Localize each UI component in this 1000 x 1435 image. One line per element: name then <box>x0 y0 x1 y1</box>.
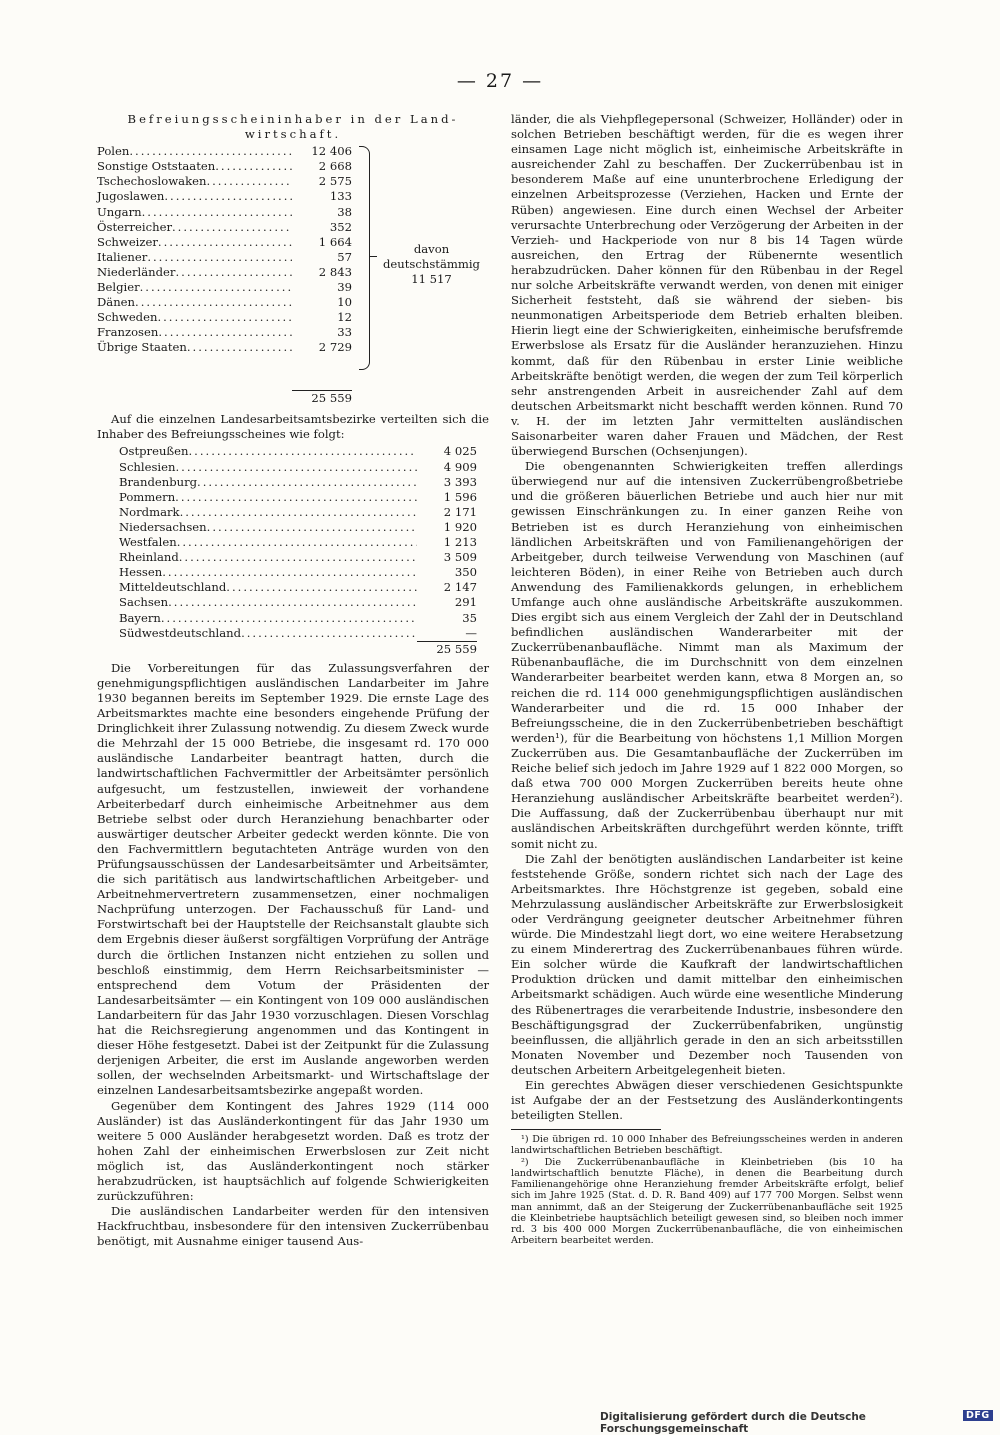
row-label: Niederländer <box>97 264 176 279</box>
row-value: 3 393 <box>443 474 477 489</box>
footnote: ¹) Die übrigen rd. 10 000 Inhaber des Befreiungsscheines werden in anderen landwirtschaftlichen Betrieben beschäftigt. <box>511 1134 903 1157</box>
footnote-divider <box>511 1129 661 1130</box>
table2-intro: Auf die einzelnen Landesarbeitsamtsbezirke verteilten sich die Inhaber des Befreiungsscheines wie folgt: <box>97 412 489 442</box>
table-row <box>97 325 352 340</box>
leader-dots <box>215 159 292 174</box>
table-row <box>97 189 352 204</box>
row-label: Bayern <box>119 610 161 625</box>
row-label: Schweden <box>97 310 158 325</box>
paragraph: Die ausländischen Landarbeiter werden für den intensiven Hackfruchtbau, insbesondere für den intensiven Zuckerrübenbau benötigt, mit Ausnahme einiger tausend Aus- <box>97 1204 489 1249</box>
table-row <box>119 565 477 580</box>
row-value: 1 920 <box>443 519 477 534</box>
row-value: 2 147 <box>443 580 477 595</box>
brace-note <box>379 242 484 287</box>
row-label: Schweizer <box>97 234 158 249</box>
table-row <box>119 505 477 520</box>
row-label: Österreicher <box>97 219 172 234</box>
row-label: Dänen <box>97 295 136 310</box>
table-row <box>97 265 352 280</box>
table1-title: Befreiungsscheininhaber in der Land-wirtschaft. <box>127 112 459 142</box>
brace-note-line2: deutschstämmig <box>383 257 480 272</box>
row-label: Südwestdeutschland <box>119 625 242 640</box>
row-label: Polen <box>97 144 130 159</box>
row-value: 133 <box>329 189 352 204</box>
footnotes <box>511 1134 903 1246</box>
row-value: 291 <box>454 595 477 610</box>
row-value: 38 <box>337 204 352 219</box>
row-value: 1 664 <box>318 234 352 249</box>
leader-dots <box>197 475 417 490</box>
row-label: Ungarn <box>97 204 142 219</box>
leader-dots <box>188 444 417 459</box>
table2-total-row <box>97 641 477 657</box>
leader-dots <box>207 520 417 535</box>
row-label: Pommern <box>119 489 176 504</box>
table-row <box>119 611 477 626</box>
leader-dots <box>129 144 292 159</box>
paragraph: Die obengenannten Schwierigkeiten treffen allerdings überwiegend nur auf die intensiven Zuckerrübengroßbetriebe und die größeren bäuerlichen Betriebe und auch hier nur mit gewissen Einschränkungen zu. In einer ganzen Reihe von Betrieben ist es durch Heranziehung von einheimischen ländlichen Arbeitskräften und von Familienangehörigen der Arbeitgeber, durch teilweise Verwendung von Maschinen (auf leichteren Böden), in einer Reihe von Betrieben auch durch Anwendung des Familienakkords gelungen, in erheblichem Umfange auch ohne ausländische Arbeitskräfte auszukommen. Dies ergibt sich aus einem Vergleich der Zahl der in Deutschland befindlichen ausländischen Wanderarbeiter mit der Zuckerrübenanbaufläche. Nimmt man als Maximum der Rübenanbaufläche, die im Durchschnitt von dem einzelnen Wanderarbeiter bearbeitet werden kann, etwa 8 Morgen an, so reichen die rd. 114 000 genehmigungspflichtigen ausländischen Wanderarbeiter und die rd. 15 000 Inhaber der Befreiungsscheine, die in den Zuckerrübenbetrieben beschäftigt werden¹), für die Bearbeitung von höchstens 1,1 Million Morgen Zuckerrüben aus. Die Gesamtanbaufläche der Zuckerrüben im Reiche belief sich jedoch im Jahre 1929 auf 1 822 000 Morgen, so daß etwa 700 000 Morgen Zuckerrüben bereits heute ohne Heranziehung ausländischer Arbeitskräfte bearbeitet werden²). Die Auffassung, daß der Zuckerrübenbau überhaupt nur mit ausländischen Arbeitskräften durchgeführt werden könnte, trifft somit nicht zu. <box>511 459 903 851</box>
row-label: Rheinland <box>119 550 179 565</box>
row-label: Hessen <box>119 565 163 580</box>
footnote: ²) Die Zuckerrübenanbaufläche in Kleinbetrieben (bis 10 ha landwirtschaftlich benutzte Fläche), in denen die Bearbeitung durch Familienangehörige ohne Heranziehung fremder Arbeitskräfte erfolgt, belief sich im Jahre 1925 (Stat. d. D. R. Band 409) auf 177 700 Morgen. Selbst wenn man annimmt, daß an der Steigerung der Zuckerrübenanbaufläche seit 1925 die Kleinbetriebe hauptsächlich beteiligt gewesen sind, so bleiben noch immer rd. 3 bis 400 000 Morgen Zuckerrübenanbaufläche, die von einheimischen Arbeitern bearbeitet werden. <box>511 1156 903 1247</box>
row-label: Ostpreußen <box>119 444 189 459</box>
digitization-credit: Digitalisierung gefördert durch die Deutsche Forschungsgemeinschaft <box>600 1411 866 1435</box>
table-row <box>119 535 477 550</box>
leader-dots <box>158 235 292 250</box>
table-row <box>119 550 477 565</box>
row-value: 2 729 <box>318 340 352 355</box>
row-value: 10 <box>337 295 352 310</box>
row-label: Jugoslawen <box>97 189 165 204</box>
table-row <box>119 490 477 505</box>
paragraph: Die Zahl der benötigten ausländischen Landarbeiter ist keine feststehende Größe, sondern richtet sich nach der Lage des Arbeitsmarktes. Ihre Höchstgrenze ist gegeben, sobald eine Mehrzulassung ausländischer Arbeitskräfte zur Erwerbslosigkeit oder Verdrängung geeigneter deutscher Arbeitnehmer führen würde. Die Mindestzahl liegt dort, wo eine weitere Herabsetzung zu einem Minderertrag des Zuckerrübenanbaues führen würde. Ein solcher würde die Kaufkraft der landwirtschaftlichen Produktion drücken und damit mittelbar den einheimischen Arbeitsmarkt schädigen. Auch würde eine wesentliche Minderung des Rübenertrages die verarbeitende Industrie, insbesondere den Beschäftigungsgrad der Zuckerrübenfabriken, ungünstig beeinflussen, die alljährlich gerade in den an sich arbeitsstillen Monaten November und Dezember noch Tausenden von deutschen Arbeitern Arbeitgelegenheit bieten. <box>511 851 903 1077</box>
brace-note-value: 11 517 <box>411 272 452 287</box>
leader-dots <box>226 580 417 595</box>
row-value: 352 <box>329 219 352 234</box>
row-label: Tschechoslowaken <box>97 174 207 189</box>
row-label: Westfalen <box>119 535 177 550</box>
table-row <box>97 220 352 235</box>
leader-dots <box>175 265 292 280</box>
paragraph: Ein gerechtes Abwägen dieser verschiedenen Gesichtspunkte ist Aufgabe der an der Festsetzung des Ausländerkontingents beteiligten Stellen. <box>511 1078 903 1123</box>
row-label: Sonstige Oststaaten <box>97 159 216 174</box>
row-value: 33 <box>337 325 352 340</box>
leader-dots <box>180 505 417 520</box>
row-label: Italiener <box>97 249 148 264</box>
table2-total: 25 559 <box>417 641 477 657</box>
row-label: Brandenburg <box>119 474 198 489</box>
leader-dots <box>147 250 292 265</box>
row-value: 2 843 <box>318 264 352 279</box>
leader-dots <box>157 310 292 325</box>
leader-dots <box>168 595 417 610</box>
right-column <box>511 112 903 1246</box>
table-row <box>97 235 352 250</box>
page-number: — 27 — <box>456 70 544 92</box>
leader-dots <box>179 550 417 565</box>
paragraph: länder, die als Viehpflegepersonal (Schweizer, Holländer) oder in solchen Betrieben beschäftigt werden, für die es wegen ihrer einsamen Lage nicht möglich ist, einheimische Arbeitskräfte in ausreichender Zahl zu beschaffen. Der Zuckerrübenbau ist in besonderem Maße auf eine ununterbrochene Erledigung der einzelnen Arbeitsprozesse (Verziehen, Hacken und Ernte der Rüben) angewiesen. Eine durch einen Wechsel der Arbeiter verursachte Unterbrechung oder Verzögerung der Arbeiten in der Verzieh- und Hackperiode von nur 8 bis 14 Tagen würde ausreichen, den Ertrag der Rübenernte wesentlich herabzudrücken. Daher können für den Rübenbau in der Regel nur solche Arbeitskräfte verwandt werden, von denen mit einiger Sicherheit feststeht, daß sie während der sieben- bis neunmonatigen Arbeitsperiode dem Betrieb erhalten bleiben. Hierin liegt eine der Schwierigkeiten, einheimische berufsfremde Erwerbslose als Ersatz für die Ausländer heranzuziehen. Hinzu kommt, daß für den Rübenbau in erster Linie weibliche Arbeitskräfte benötigt werden, die wegen der zum Teil körperlich sehr anstrengenden Arbeit in ausreichender Zahl auf dem deutschen Arbeitsmarkt nicht beschafft werden können. Rund 70 v. H. der im letzten Jahr vermittelten ausländischen Saisonarbeiter waren daher Frauen und Mädchen, der Rest überwiegend Burschen (Ochsenjungen). <box>511 112 903 459</box>
brace-tip <box>369 256 377 257</box>
table-row <box>97 159 352 174</box>
table-row <box>97 174 352 189</box>
row-value: 2 171 <box>443 504 477 519</box>
left-column <box>97 112 489 1249</box>
leader-dots <box>140 280 292 295</box>
brace-shape <box>359 146 370 370</box>
leader-dots <box>158 325 292 340</box>
row-value: 2 668 <box>318 159 352 174</box>
row-label: Niedersachsen <box>119 519 207 534</box>
row-value: 35 <box>462 610 477 625</box>
leader-dots <box>175 460 417 475</box>
table-row <box>97 310 352 325</box>
table-row <box>119 626 477 641</box>
row-label: Nordmark <box>119 504 180 519</box>
row-label: Mitteldeutschland <box>119 580 227 595</box>
table-row <box>97 144 352 159</box>
row-label: Schlesien <box>119 459 176 474</box>
table-row <box>97 205 352 220</box>
table-row <box>119 595 477 610</box>
row-value: — <box>465 625 477 640</box>
row-value: 12 <box>337 310 352 325</box>
row-value: 1 596 <box>443 489 477 504</box>
leader-dots <box>177 535 417 550</box>
leader-dots <box>206 174 292 189</box>
leader-dots <box>187 340 292 355</box>
leader-dots <box>162 565 417 580</box>
table-row <box>97 250 352 265</box>
row-value: 39 <box>337 280 352 295</box>
table1-total-row <box>97 390 352 406</box>
leader-dots <box>135 295 292 310</box>
table1-total: 25 559 <box>292 390 352 406</box>
table-row <box>119 520 477 535</box>
row-value: 1 213 <box>443 535 477 550</box>
leader-dots <box>175 490 417 505</box>
table-row <box>119 460 477 475</box>
row-label: Übrige Staaten <box>97 340 187 355</box>
row-value: 350 <box>454 565 477 580</box>
row-value: 2 575 <box>318 174 352 189</box>
row-value: 57 <box>337 249 352 264</box>
table-row <box>119 580 477 595</box>
paragraph: Die Vorbereitungen für das Zulassungsverfahren der genehmigungspflichtigen ausländischen Landarbeiter im Jahre 1930 begannen bereits im September 1929. Die ernste Lage des Arbeitsmarktes machte eine besonders eingehende Prüfung der Dringlichkeit ihrer Zulassung notwendig. Zu diesem Zweck wurde die Mehrzahl der 15 000 Betriebe, die insgesamt rd. 170 000 ausländische Landarbeiter beantragt hatten, durch die landwirtschaftlichen Fachvermittler der Arbeitsämter persönlich aufgesucht, um festzustellen, inwieweit der vorhandene Arbeiterbedarf durch einheimische Arbeitnehmer aus dem Betriebe selbst oder durch Heranziehung benachbarter oder auswärtiger deutscher Arbeiter gedeckt werden könnte. Die von den Fachvermittlern begutachteten Anträge wurden von den Prüfungsausschüssen der Landesarbeitsämter und Arbeitsämter, die sich paritätisch aus landwirtschaftlichen Arbeitgeber- und Arbeitnehmervertretern zusammensetzen, einer nochmaligen Nachprüfung unterzogen. Der Fachausschuß für Land- und Forstwirtschaft bei der Hauptstelle der Reichsanstalt glaubte sich dem Ergebnis dieser äußerst sorgfältigen Vorprüfung der Anträge durch die örtlichen Instanzen nicht entziehen zu sollen und beschloß einstimmig, dem Herrn Reichsarbeitsminister — entsprechend dem Votum der Präsidenten der Landesarbeitsämter — ein Kontingent von 109 000 ausländischen Landarbeitern für das Jahr 1930 vorzuschlagen. Diesen Vorschlag hat die Reichsregierung angenommen und das Kontingent in dieser Höhe festgesetzt. Dabei ist der Zeitpunkt für die Zulassung derjenigen Arbeiter, die erst im Auslande angeworben werden sollen, der wechselnden Arbeitsmarkt- und Wirtschaftslage der einzelnen Landesarbeitsamtsbezirke angepaßt worden. <box>97 660 489 1098</box>
row-value: 4 909 <box>443 459 477 474</box>
table-row <box>97 340 352 355</box>
row-value: 3 509 <box>443 550 477 565</box>
leader-dots <box>164 189 292 204</box>
row-label: Franzosen <box>97 325 159 340</box>
dfg-logo: DFG <box>963 1410 993 1421</box>
table-row <box>97 280 352 295</box>
district-table <box>97 444 489 656</box>
leader-dots <box>172 220 292 235</box>
row-label: Belgier <box>97 280 140 295</box>
nationality-table <box>97 144 489 390</box>
leader-dots <box>142 205 292 220</box>
brace-note-line1: davon <box>413 242 450 257</box>
row-value: 4 025 <box>443 444 477 459</box>
row-label: Sachsen <box>119 595 169 610</box>
leader-dots <box>161 611 417 626</box>
paragraph: Gegenüber dem Kontingent des Jahres 1929 (114 000 Ausländer) ist das Ausländerkontingent für das Jahr 1930 um weitere 5 000 Ausländer herabgesetzt worden. Daß es trotz der hohen Zahl der einheimischen Erwerbslosen zur Zeit nicht möglich ist, das Ausländerkontingent noch stärker herabzudrücken, ist hauptsächlich auf folgende Schwierigkeiten zurückzuführen: <box>97 1098 489 1204</box>
leader-dots <box>241 626 417 641</box>
table-row <box>119 444 477 459</box>
row-value: 12 406 <box>311 144 352 159</box>
table-row <box>97 295 352 310</box>
table-row <box>119 475 477 490</box>
